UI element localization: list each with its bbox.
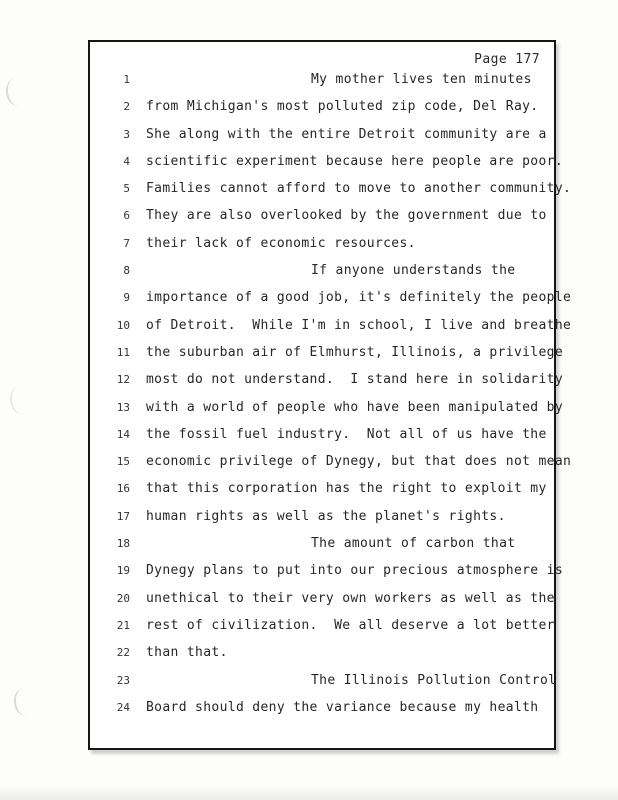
line-number: 15: [116, 455, 130, 469]
transcript-sheet: [88, 40, 572, 750]
transcript-line: [90, 121, 554, 148]
transcript-line: [90, 557, 564, 584]
scan-edge-shadow: [0, 786, 618, 800]
line-text: She along with the entire Detroit community are a: [146, 126, 547, 142]
line-number: 8: [123, 264, 130, 278]
line-number: 1: [123, 73, 130, 86]
binder-mark-icon: [4, 77, 30, 108]
line-text: My mother lives ten minutes: [311, 72, 532, 87]
line-text: importance of a good job, it's definitely the people: [146, 290, 572, 306]
line-number: 14: [116, 427, 130, 441]
line-number: 12: [116, 373, 130, 387]
line-text: If anyone understands the: [311, 263, 516, 279]
line-number: 9: [123, 291, 130, 305]
transcript-line: [90, 667, 557, 694]
binder-mark-icon: [8, 385, 34, 416]
transcript-line: [90, 202, 554, 229]
line-text: rest of civilization. We all deserve a lot better: [146, 617, 555, 633]
line-text: unethical to their very own workers as well as the: [146, 590, 555, 606]
line-text: human rights as well as the planet's rights.: [146, 508, 506, 524]
line-text: that this corporation has the right to exploit my: [146, 481, 547, 497]
line-number: 22: [116, 646, 130, 660]
transcript-line: [90, 230, 554, 257]
line-text: their lack of economic resources.: [146, 235, 416, 251]
transcript-line: [90, 639, 554, 666]
transcript-lines: [90, 66, 572, 721]
line-number: 6: [123, 209, 130, 223]
transcript-line: [90, 421, 554, 448]
transcript-line: [90, 312, 572, 339]
line-text: economic privilege of Dynegy, but that does not mean: [146, 454, 572, 470]
transcript-line: [90, 93, 554, 120]
line-text: scientific experiment because here people are poor.: [146, 153, 564, 169]
line-number: 16: [116, 482, 130, 496]
line-number: 21: [116, 618, 130, 632]
line-text: The Illinois Pollution Control: [311, 672, 557, 688]
line-text: the suburban air of Elmhurst, Illinois, a privilege: [146, 344, 564, 360]
transcript-line: [90, 503, 554, 530]
line-number: 20: [116, 591, 130, 605]
line-text: from Michigan's most polluted zip code, Del Ray.: [146, 99, 539, 115]
line-number: 2: [123, 100, 130, 114]
transcript-line: [90, 394, 564, 421]
line-number: 7: [123, 236, 130, 250]
line-number: 5: [123, 182, 130, 196]
line-number: 4: [123, 154, 130, 168]
line-text: than that.: [146, 645, 228, 661]
transcript-line: [90, 448, 572, 475]
transcript-line: [90, 694, 554, 721]
line-number: 17: [116, 509, 130, 523]
line-number: 11: [116, 345, 130, 359]
line-text: the fossil fuel industry. Not all of us have the: [146, 426, 547, 442]
transcript-line: [90, 612, 554, 639]
line-text: most do not understand. I stand here in solidarity: [146, 372, 564, 388]
line-text: with a world of people who have been manipulated by: [146, 399, 564, 415]
line-number: 23: [116, 673, 130, 687]
page-number: Page 177: [474, 52, 540, 67]
line-number: 3: [123, 127, 130, 141]
transcript-line: [90, 339, 564, 366]
transcript-line: [90, 284, 572, 311]
line-number: 24: [116, 700, 130, 714]
line-text: Families cannot afford to move to another community.: [146, 181, 572, 197]
transcript-line: [90, 366, 564, 393]
binder-mark-icon: [12, 687, 38, 718]
line-number: 19: [116, 564, 130, 578]
transcript-line: [90, 175, 572, 202]
line-number: 18: [116, 537, 130, 551]
transcript-line: [90, 257, 554, 284]
line-text: Dynegy plans to put into our precious atmosphere is: [146, 563, 564, 579]
line-number: 13: [116, 400, 130, 414]
transcript-line: [90, 475, 554, 502]
line-number: 10: [116, 318, 130, 332]
transcript-line: [90, 148, 564, 175]
line-text: The amount of carbon that: [311, 536, 516, 552]
transcript-line: [90, 585, 554, 612]
transcript-line: [90, 66, 554, 93]
line-text: They are also overlooked by the government due to: [146, 208, 547, 224]
transcript-line: [90, 530, 554, 557]
line-text: of Detroit. While I'm in school, I live and breathe: [146, 317, 572, 333]
line-text: Board should deny the variance because my health: [146, 699, 539, 715]
